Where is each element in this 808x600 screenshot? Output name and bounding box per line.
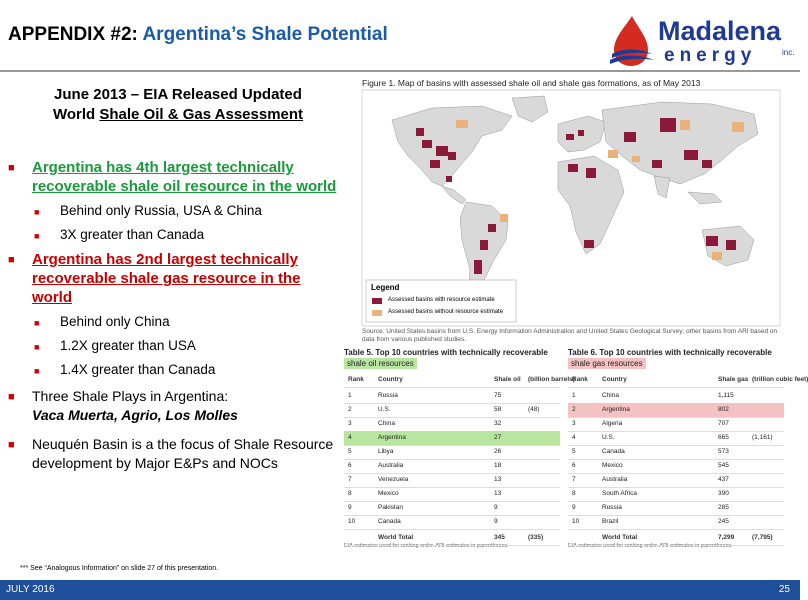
table-cell: Russia [378,392,398,399]
table-cell: 1 [572,392,576,399]
page-number: 25 [778,584,790,595]
table-cell: Canada [378,518,401,525]
table-cell: Shale gas [718,376,749,383]
subtitle-line-1: June 2013 – EIA Released Updated [54,86,302,103]
table-cell: 2 [572,406,576,413]
table-row [344,515,560,530]
subtitle-plain: World [52,106,100,123]
sub-bullet [34,361,342,379]
table-cell: 58 [494,406,502,413]
table-cell: 9 [572,504,576,511]
sub-bullet [34,337,342,355]
table-row [568,501,784,516]
table-cell: Australia [602,476,628,483]
table-cell: Rank [572,376,588,383]
subtitle-underlined: Shale Oil & Gas Assessment [99,106,304,123]
title-prefix: APPENDIX #2: [8,24,143,45]
table-cell: 10 [348,518,356,525]
slide-footer [0,580,800,600]
table-cell: U.S. [378,406,391,413]
table-cell: 707 [718,420,729,427]
table-row [344,473,560,488]
table-cell: 802 [718,406,729,413]
legend-title: Legend [371,283,400,292]
table-row [344,389,560,404]
table-cell: (billion barrels) [528,376,575,383]
table-row [344,445,560,460]
bullet-text: Argentina has 2nd largest technically recoverable shale gas resource in the world [32,251,301,306]
sub-bullet-text: Behind only China [60,314,170,329]
table-cell: (trillion cubic feet) [752,376,808,383]
table-cell: South Africa [602,490,638,497]
table-row [568,445,784,460]
table-cell: Mexico [602,462,623,469]
table-cell: Pakistan [378,504,403,511]
sub-bullet-text: 1.4X greater than Canada [60,362,216,377]
table-row [568,403,784,418]
table-cell: 9 [348,504,352,511]
bullet-square-icon: ■ [34,318,40,328]
table-cell: (1,161) [752,434,773,441]
table-cell: Canada [602,448,625,455]
table-cell: 437 [718,476,729,483]
table-cell: Country [378,376,403,383]
header-divider [0,70,800,72]
table-note: EIA estimates used for ranking order. ARI estimates in parentheses. [344,543,509,549]
world-map [362,90,780,326]
table-header-row [344,373,575,388]
figure-source-note: Source: United States basins from U.S. Energy Information Administration and United States Geological Survey; other basins from ARI based on data from various published studies. [362,328,778,343]
sub-bullet-text: 3X greater than Canada [60,227,205,242]
table-cell: 13 [494,476,502,483]
table-cell: 13 [494,490,502,497]
sub-bullet-text: Behind only Russia, USA & China [60,203,262,218]
table-cell: 6 [572,462,576,469]
table-cell: U.S. [602,434,615,441]
table-cell: World Total [602,534,638,541]
title-main: Argentina’s Shale Potential [142,24,388,45]
table-cell: 10 [572,518,580,525]
table-cell: 1,115 [718,392,734,399]
bullet-neuquen-basin [8,435,342,473]
bullet-list [8,158,342,479]
table-row [568,487,784,502]
bullet-text: Three Shale Plays in Argentina: [32,388,229,404]
table-total-row [568,531,784,546]
table-cell: 26 [494,448,502,455]
table-cell: Country [602,376,627,383]
logo-word-madalena: Madalena [658,16,782,46]
bullet-shale-gas [8,250,342,307]
sub-bullet [34,313,342,331]
table-row [344,403,560,418]
bullet-text: Argentina has 4th largest technically recoverable shale oil resource in the world [32,159,337,195]
table-row [568,473,784,488]
table-cell: 8 [572,490,576,497]
bullet-square-icon: ■ [34,231,40,241]
table-total-row [344,531,560,546]
table-cell: 8 [348,490,352,497]
bullet-square-icon: ■ [34,342,40,352]
table-cell: Australia [378,462,404,469]
table-cell: 4 [348,434,352,441]
table-cell: 1 [348,392,352,399]
table-row [568,459,784,474]
table-row [344,459,560,474]
table-cell: 3 [348,420,352,427]
company-logo [606,14,796,68]
bullet-text: Neuquén Basin is a the focus of Shale Resource development by Major E&Ps and NOCs [32,436,334,471]
table-cell: 4 [572,434,576,441]
table-tag: shale gas resources [568,358,646,369]
bullet-square-icon: ■ [8,162,15,174]
bullet-square-icon: ■ [8,439,15,451]
shale-basins-map-figure [362,78,780,346]
bullet-square-icon: ■ [8,254,15,266]
table-cell: 5 [348,448,352,455]
table-cell: Mexico [378,490,399,497]
table-cell: Rank [348,376,364,383]
legend-item-without-estimate: Assessed basins without resource estimate [388,309,504,315]
table-cell: 6 [348,462,352,469]
table-cell: 7 [572,476,576,483]
table-caption: Table 6. Top 10 countries with technically recoverable [568,348,772,357]
bullet-shale-plays [8,387,342,425]
table-shale-oil [344,348,575,549]
table-cell: 18 [494,462,502,469]
table-cell: 665 [718,434,729,441]
table-cell: (335) [528,534,544,541]
logo-suffix: inc. [782,48,795,57]
table-cell: 3 [572,420,576,427]
logo-word-energy: energy [664,45,757,66]
table-cell: China [602,392,619,399]
table-cell: 245 [718,518,729,525]
bullet-italic-plays: Vaca Muerta, Agrio, Los Molles [32,407,238,423]
table-cell: 7,299 [718,534,735,541]
table-row [568,417,784,432]
bullet-square-icon: ■ [34,207,40,217]
table-header-row [568,373,808,388]
table-cell: Argentina [602,406,630,413]
legend-item-with-estimate: Assessed basins with resource estimate [388,297,495,303]
flame-drop-icon [606,14,656,68]
table-row [344,417,560,432]
table-caption: Table 5. Top 10 countries with technically recoverable [344,348,548,357]
table-cell: 5 [572,448,576,455]
table-cell: 32 [494,420,502,427]
footnote: *** See “Analogous Information” on slide 27 of this presentation. [20,565,219,572]
section-subtitle [18,85,338,125]
table-cell: Brazil [602,518,619,525]
table-row [344,501,560,516]
table-cell: 545 [718,462,729,469]
table-row [568,431,784,446]
bullet-shale-oil [8,158,342,196]
table-cell: 9 [494,518,498,525]
table-cell: 573 [718,448,729,455]
table-cell: Libya [378,448,394,455]
table-cell: Algeria [602,420,623,427]
table-shale-gas [568,348,808,549]
table-cell: Shale oil [494,376,521,383]
table-row [568,389,784,404]
bullet-square-icon: ■ [34,366,40,376]
table-row [568,515,784,530]
table-cell: 7 [348,476,352,483]
sub-bullet-text: 1.2X greater than USA [60,338,196,353]
table-cell: 75 [494,392,502,399]
table-cell: 2 [348,406,352,413]
table-cell: Argentina [378,434,406,441]
table-cell: 390 [718,490,729,497]
sub-bullet [34,226,342,244]
slide-title [8,24,388,46]
table-note: EIA estimates used for ranking order. ARI estimates in parentheses. [568,543,733,549]
footer-date: JULY 2016 [6,584,55,595]
table-cell: 285 [718,504,729,511]
table-row [344,487,560,502]
table-cell: 27 [494,434,502,441]
subtitle-line-2 [18,105,338,125]
table-cell: (7,795) [752,534,773,541]
table-row [344,431,560,446]
table-cell: Russia [602,504,622,511]
table-tag: shale oil resources [344,358,417,369]
table-cell: World Total [378,534,414,541]
table-cell: 345 [494,534,505,541]
bullet-square-icon: ■ [8,391,15,403]
slide-header [0,0,800,70]
table-cell: 9 [494,504,498,511]
figure-caption: Figure 1. Map of basins with assessed shale oil and shale gas formations, as of May 2013 [362,78,701,88]
sub-bullet [34,202,342,220]
table-cell: (48) [528,406,540,413]
table-cell: China [378,420,395,427]
table-cell: Venezuela [378,476,409,483]
